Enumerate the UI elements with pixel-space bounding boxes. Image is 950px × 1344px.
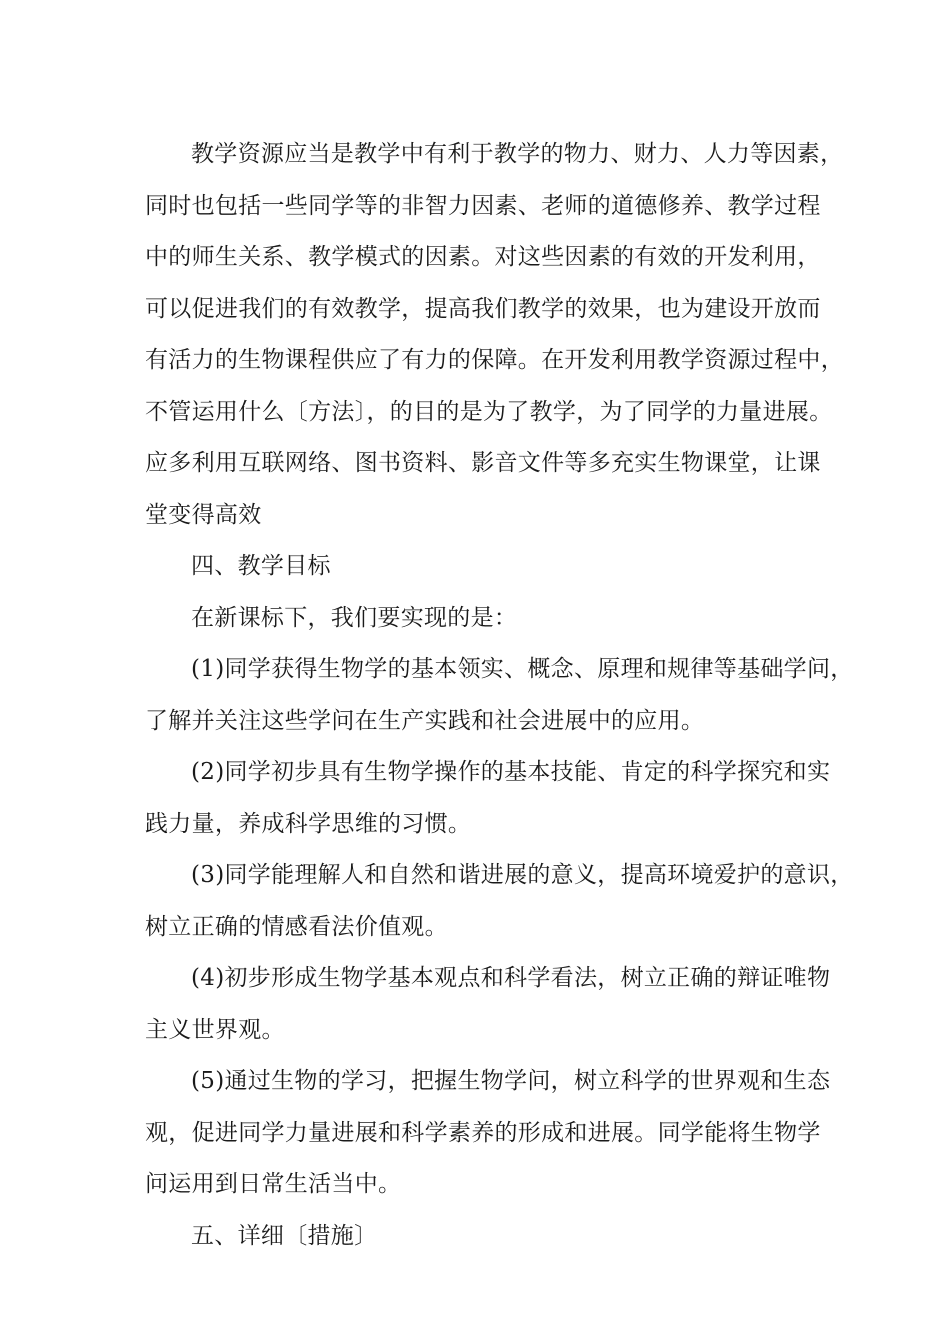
list-item-goal-3 bbox=[145, 850, 854, 953]
document-body bbox=[145, 129, 854, 1262]
text-line: 在新课标下，我们要实现的是： bbox=[191, 604, 518, 631]
text-line: (5)通过生物的学习，把握生物学问，树立科学的世界观和生态 bbox=[191, 1068, 831, 1094]
paragraph-intro bbox=[145, 593, 835, 645]
heading-text: 四、教学目标 bbox=[191, 553, 331, 579]
section-heading-teaching-goals bbox=[145, 541, 835, 593]
text-line: 了解并关注这些学问在生产实践和社会进展中的应用。 bbox=[145, 707, 705, 734]
list-item-goal-5 bbox=[145, 1056, 835, 1211]
text-line: 同时也包括一些同学等的非智力因素、老师的道德修养、教学过程 bbox=[145, 192, 821, 219]
text-line: (4)初步形成生物学基本观点和科学看法，树立正确的辩证唯物 bbox=[191, 965, 831, 991]
list-item-goal-2 bbox=[145, 747, 835, 850]
paragraph-teaching-resources bbox=[145, 129, 844, 541]
heading-text: 五、详细〔措施〕 bbox=[191, 1222, 378, 1249]
section-heading-measures bbox=[145, 1211, 835, 1263]
text-line: (1)同学获得生物学的基本领实、概念、原理和规律等基础学问， bbox=[191, 656, 854, 682]
text-line: 可以促进我们的有效教学，提高我们教学的效果，也为建设开放而 bbox=[145, 295, 821, 322]
text-line: (2)同学初步具有生物学操作的基本技能、肯定的科学探究和实 bbox=[191, 759, 831, 785]
text-line: 观，促进同学力量进展和科学素养的形成和进展。同学能将生物学 bbox=[145, 1119, 821, 1146]
text-line: 有活力的生物课程供应了有力的保障。在开发利用教学资源过程中， bbox=[145, 347, 844, 373]
list-item-goal-4 bbox=[145, 953, 835, 1056]
text-line: 问运用到日常生活当中。 bbox=[145, 1171, 402, 1197]
text-line: 不管运用什么〔方法〕，的目的是为了教学，为了同学的力量进展。 bbox=[145, 398, 833, 425]
text-line: 堂变得高效 bbox=[145, 501, 262, 528]
text-line: 教学资源应当是教学中有利于教学的物力、财力、人力等因素， bbox=[191, 141, 844, 167]
text-line: (3)同学能理解人和自然和谐进展的意义，提高环境爱护的意识， bbox=[191, 862, 854, 888]
text-line: 应多利用互联网络、图书资料、影音文件等多充实生物课堂，让课 bbox=[145, 450, 821, 476]
text-line: 中的师生关系、教学模式的因素。对这些因素的有效的开发利用， bbox=[145, 244, 821, 270]
text-line: 主义世界观。 bbox=[145, 1016, 285, 1043]
text-line: 树立正确的情感看法价值观。 bbox=[145, 913, 448, 940]
text-line: 践力量，养成科学思维的习惯。 bbox=[145, 810, 472, 837]
list-item-goal-1 bbox=[145, 644, 854, 747]
